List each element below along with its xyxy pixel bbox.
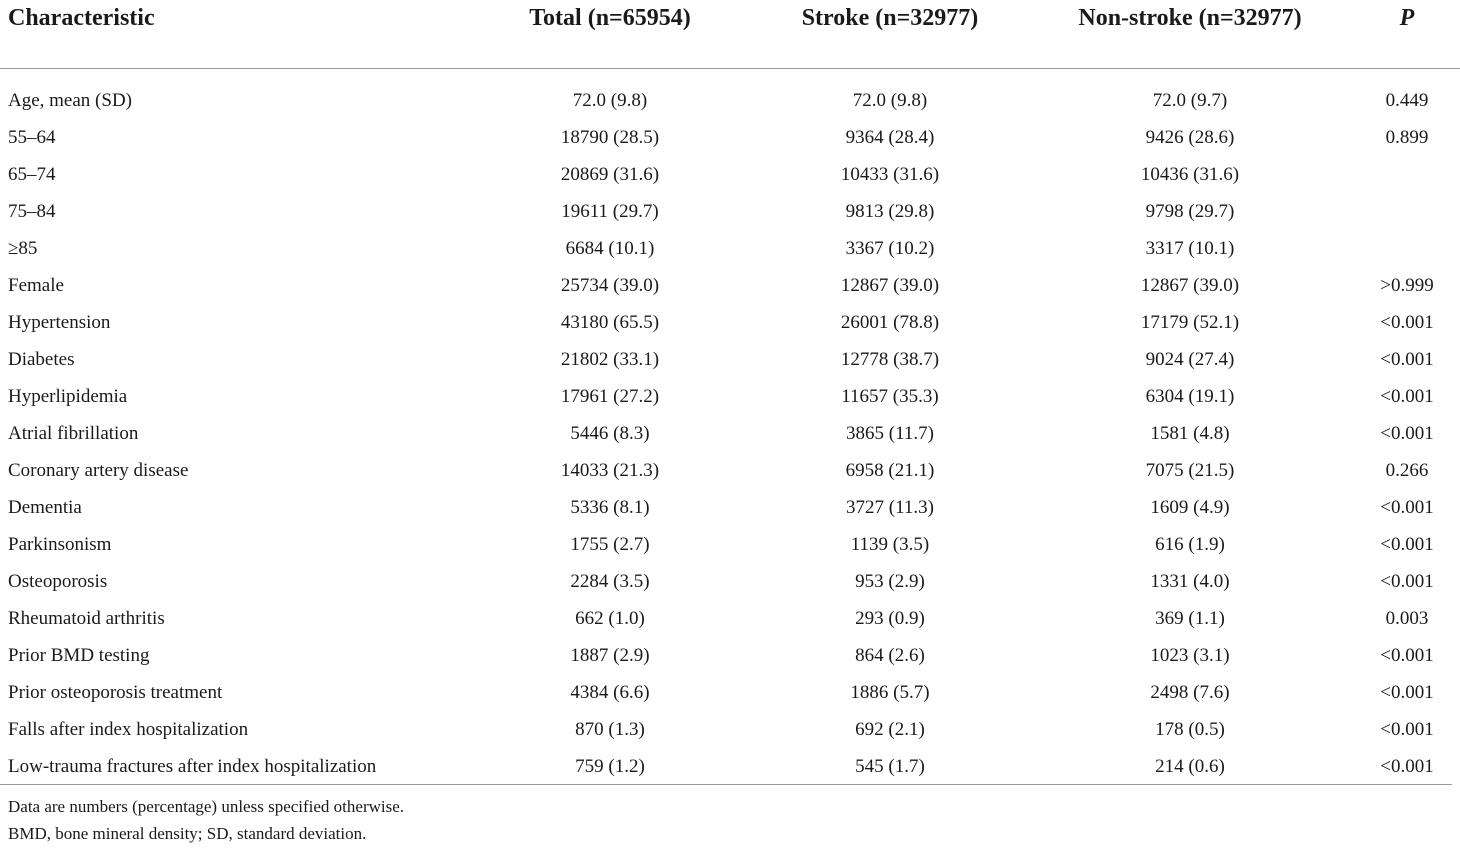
- cell-p-value: [1360, 156, 1460, 193]
- table-row: [0, 600, 1460, 637]
- header-non-stroke: Non-stroke (n=32977): [1020, 0, 1360, 69]
- cell-stroke: 12867 (39.0): [840, 275, 940, 296]
- cell-characteristic: Age, mean (SD): [8, 90, 132, 111]
- cell-p-value: <0.001: [1380, 571, 1434, 592]
- footnote-data-format: Data are numbers (percentage) unless specified otherwise.: [8, 797, 405, 816]
- table-row: [0, 674, 1460, 711]
- cell-non-stroke: 7075 (21.5): [1145, 460, 1235, 481]
- header-characteristic: Characteristic: [0, 0, 460, 69]
- cell-characteristic: Prior BMD testing: [8, 645, 150, 666]
- cell-total: 1887 (2.9): [570, 645, 650, 666]
- cell-non-stroke: 12867 (39.0): [1140, 275, 1240, 296]
- cell-non-stroke: 6304 (19.1): [1145, 386, 1235, 407]
- footnote-abbreviations: BMD, bone mineral density; SD, standard deviation.: [8, 824, 367, 843]
- cell-characteristic: Rheumatoid arthritis: [8, 608, 165, 629]
- cell-non-stroke: 214 (0.6): [1155, 756, 1225, 777]
- cell-stroke: 26001 (78.8): [840, 312, 940, 333]
- cell-total: 19611 (29.7): [561, 201, 659, 222]
- table-row: [0, 69, 1460, 120]
- cell-stroke: 3865 (11.7): [846, 423, 934, 444]
- cell-p-value: <0.001: [1380, 645, 1434, 666]
- table-row: [0, 563, 1460, 600]
- table-row: [0, 452, 1460, 489]
- cell-stroke: 6958 (21.1): [845, 460, 935, 481]
- table-row: [0, 193, 1460, 230]
- cell-characteristic: Osteoporosis: [8, 571, 108, 592]
- cell-stroke: 12778 (38.7): [840, 349, 940, 370]
- cell-characteristic: Female: [8, 275, 64, 296]
- cell-characteristic: 75–84: [8, 201, 56, 222]
- cell-p-value: <0.001: [1380, 312, 1434, 333]
- cell-total: 18790 (28.5): [560, 127, 660, 148]
- table-row: [0, 119, 1460, 156]
- cell-p-value: <0.001: [1380, 349, 1434, 370]
- cell-p-value: [1360, 230, 1460, 267]
- cell-total: 4384 (6.6): [570, 682, 650, 703]
- cell-p-value: 0.449: [1385, 90, 1429, 111]
- cell-p-value: >0.999: [1380, 275, 1434, 296]
- cell-characteristic: Dementia: [8, 497, 82, 518]
- cell-characteristic: ≥85: [8, 238, 38, 259]
- cell-stroke: 953 (2.9): [855, 571, 925, 592]
- cell-p-value: 0.899: [1385, 127, 1429, 148]
- cell-stroke: 3367 (10.2): [845, 238, 935, 259]
- cell-stroke: 9813 (29.8): [845, 201, 935, 222]
- cell-stroke: 293 (0.9): [855, 608, 925, 629]
- cell-total: 6684 (10.1): [565, 238, 655, 259]
- cell-total: 43180 (65.5): [560, 312, 660, 333]
- cell-characteristic: 55–64: [8, 127, 56, 148]
- cell-characteristic: 65–74: [8, 164, 56, 185]
- cell-non-stroke: 616 (1.9): [1155, 534, 1225, 555]
- cell-p-value: <0.001: [1380, 756, 1434, 777]
- table-row: [0, 378, 1460, 415]
- table-row: [0, 415, 1460, 452]
- table-row: [0, 267, 1460, 304]
- cell-characteristic: Falls after index hospitalization: [8, 719, 249, 740]
- cell-non-stroke: 2498 (7.6): [1150, 682, 1230, 703]
- cell-total: 2284 (3.5): [570, 571, 650, 592]
- table-row: [0, 489, 1460, 526]
- cell-non-stroke: 72.0 (9.7): [1152, 90, 1228, 111]
- cell-non-stroke: 1581 (4.8): [1150, 423, 1230, 444]
- cell-total: 662 (1.0): [575, 608, 645, 629]
- table-row: [0, 156, 1460, 193]
- cell-total: 17961 (27.2): [560, 386, 660, 407]
- table-header-row: [0, 0, 1460, 69]
- table-row: [0, 711, 1460, 748]
- cell-non-stroke: 369 (1.1): [1155, 608, 1225, 629]
- cell-total: 5336 (8.1): [570, 497, 650, 518]
- cell-characteristic: Coronary artery disease: [8, 460, 189, 481]
- cell-stroke: 864 (2.6): [855, 645, 925, 666]
- cell-total: 72.0 (9.8): [572, 90, 648, 111]
- cell-characteristic: Hypertension: [8, 312, 111, 333]
- cell-non-stroke: 9024 (27.4): [1145, 349, 1235, 370]
- cell-total: 1755 (2.7): [570, 534, 650, 555]
- cell-total: 20869 (31.6): [560, 164, 660, 185]
- cell-p-value: 0.266: [1385, 460, 1429, 481]
- cell-stroke: 1886 (5.7): [850, 682, 930, 703]
- cell-p-value: [1360, 193, 1460, 230]
- cell-characteristic: Diabetes: [8, 349, 75, 370]
- cell-p-value: 0.003: [1385, 608, 1429, 629]
- cell-total: 759 (1.2): [575, 756, 645, 777]
- cell-non-stroke: 10436 (31.6): [1140, 164, 1240, 185]
- cell-total: 21802 (33.1): [560, 349, 660, 370]
- cell-characteristic: Atrial fibrillation: [8, 423, 139, 444]
- cell-stroke: 72.0 (9.8): [852, 90, 928, 111]
- cell-stroke: 11657 (35.3): [841, 386, 939, 407]
- cell-non-stroke: 9798 (29.7): [1145, 201, 1235, 222]
- cell-non-stroke: 1331 (4.0): [1150, 571, 1230, 592]
- cell-total: 5446 (8.3): [570, 423, 650, 444]
- table-row: [0, 304, 1460, 341]
- cell-stroke: 9364 (28.4): [845, 127, 935, 148]
- table-footnotes: [8, 793, 404, 847]
- cell-characteristic: Prior osteoporosis treatment: [8, 682, 223, 703]
- cell-characteristic: Parkinsonism: [8, 534, 112, 555]
- cell-non-stroke: 1609 (4.9): [1150, 497, 1230, 518]
- table-bottom-rule: [0, 784, 1452, 785]
- cell-non-stroke: 9426 (28.6): [1145, 127, 1235, 148]
- table-row: [0, 748, 1460, 785]
- cell-total: 14033 (21.3): [560, 460, 660, 481]
- cell-non-stroke: 3317 (10.1): [1145, 238, 1235, 259]
- cell-stroke: 3727 (11.3): [846, 497, 934, 518]
- table-body: [0, 69, 1460, 786]
- cell-characteristic: Hyperlipidemia: [8, 386, 128, 407]
- table-row: [0, 341, 1460, 378]
- cell-characteristic: Low-trauma fractures after index hospitalization: [8, 756, 377, 777]
- cell-p-value: <0.001: [1380, 386, 1434, 407]
- cell-p-value: <0.001: [1380, 497, 1434, 518]
- cell-total: 25734 (39.0): [560, 275, 660, 296]
- header-stroke: Stroke (n=32977): [760, 0, 1020, 69]
- cell-non-stroke: 178 (0.5): [1155, 719, 1225, 740]
- cell-p-value: <0.001: [1380, 719, 1434, 740]
- header-total: Total (n=65954): [460, 0, 760, 69]
- cell-total: 870 (1.3): [575, 719, 645, 740]
- table-row: [0, 230, 1460, 267]
- cell-stroke: 545 (1.7): [855, 756, 925, 777]
- cell-stroke: 10433 (31.6): [840, 164, 940, 185]
- header-p-value: P: [1360, 0, 1460, 69]
- cell-stroke: 692 (2.1): [855, 719, 925, 740]
- cell-p-value: <0.001: [1380, 682, 1434, 703]
- cell-stroke: 1139 (3.5): [850, 534, 930, 555]
- table-row: [0, 526, 1460, 563]
- table-row: [0, 637, 1460, 674]
- cell-non-stroke: 17179 (52.1): [1140, 312, 1240, 333]
- cell-p-value: <0.001: [1380, 423, 1434, 444]
- cell-non-stroke: 1023 (3.1): [1150, 645, 1230, 666]
- cell-p-value: <0.001: [1380, 534, 1434, 555]
